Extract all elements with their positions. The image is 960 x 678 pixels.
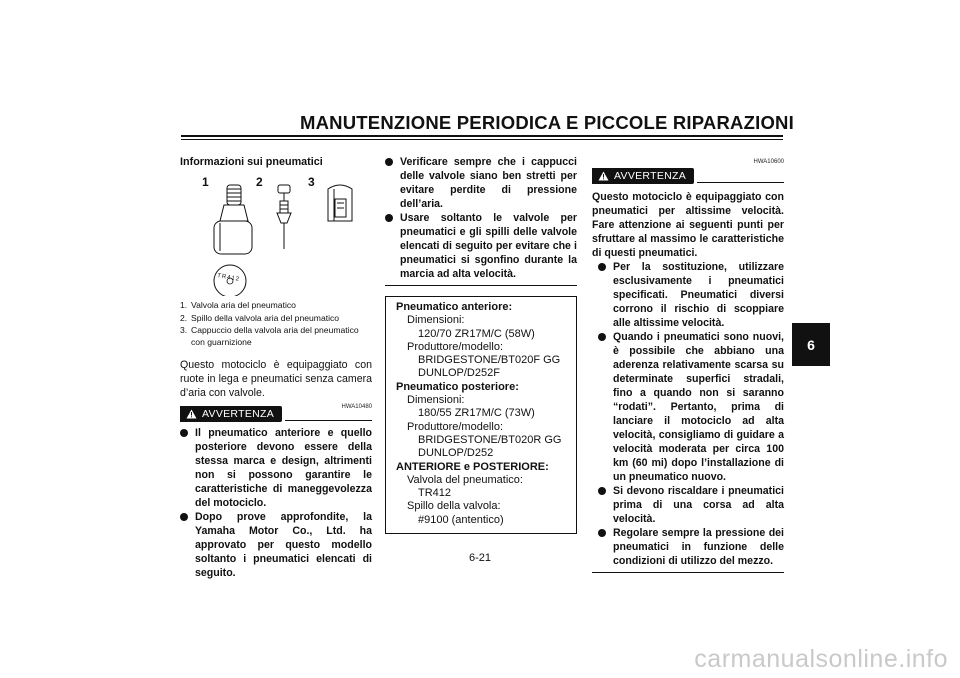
warning-intro: Questo motociclo è equipaggiato con pneumatici per altissime velocità. Fare attenzione ai seguenti punti per sfruttare al massimo le caratteristiche di questi pneumatici.: [592, 191, 784, 259]
warning-bullet: Regolare sempre la pressione dei pneumatici in funzione delle condizioni di utilizzo del mezzo.: [598, 526, 784, 568]
both-tires-title: ANTERIORE e POSTERIORE:: [396, 460, 549, 473]
valve-figure: [180, 171, 372, 296]
legend-item: 2. Spillo della valvola aria del pneumatico: [180, 312, 340, 323]
warning-code: HWA10600: [753, 159, 784, 165]
warning-rule: [285, 420, 372, 421]
warning-code: HWA10480: [341, 404, 372, 410]
warning-bullets: [592, 260, 784, 568]
bullet-icon: [598, 487, 606, 495]
bullet-icon: [598, 529, 606, 537]
rear-dimension-value: 180/55 ZR17M/C (73W): [418, 407, 535, 420]
rear-maker-value: DUNLOP/D252: [418, 447, 494, 460]
figure-legend: [180, 300, 372, 348]
warning-header: [592, 168, 784, 184]
front-dimension-label: Dimensioni:: [407, 314, 465, 327]
valve-core-value: #9100 (antentico): [418, 513, 504, 526]
section-heading: Informazioni sui pneumatici: [180, 156, 323, 168]
rear-dimension-label: Dimensioni:: [407, 394, 465, 407]
column-3: [592, 155, 784, 573]
tire-valve-icon: [214, 185, 252, 254]
warning-badge: AVVERTENZA: [180, 406, 282, 422]
front-maker-value: BRIDGESTONE/BT020F GG: [418, 354, 561, 367]
bullet-icon: [598, 333, 606, 341]
rear-maker-label: Produttore/modello:: [407, 420, 503, 433]
warning-end-rule: [592, 572, 784, 573]
legend-item: 1. Valvola aria del pneumatico: [180, 300, 296, 310]
page-title: MANUTENZIONE PERIODICA E PICCOLE RIPARAZIONI: [300, 112, 794, 133]
valve-illustration: [180, 171, 372, 296]
bullet-icon: [385, 214, 393, 222]
legend-item: 3. Cappuccio della valvola aria del pneumatico con guarnizione: [180, 325, 359, 347]
warning-rule: [697, 182, 784, 183]
front-maker-label: Produttore/modello:: [407, 340, 503, 353]
warning-bullet: Dopo prove approfondite, la Yamaha Motor Co., Ltd. ha approvato per questo modello soltanto i pneumatici elencati di seguito.: [180, 510, 372, 580]
chapter-tab: 6: [792, 323, 830, 366]
front-dimension-value: 120/70 ZR17M/C (58W): [418, 327, 535, 340]
title-rule-top: [181, 135, 783, 137]
warning-badge: AVVERTENZA: [592, 168, 694, 184]
title-rule-bottom: [181, 139, 783, 140]
warning-bullet: Il pneumatico anteriore e quello posteriore devono essere della stessa marca e design, altrimenti non si possono garantire le caratteristiche di maneggevolezza del motociclo.: [180, 426, 372, 510]
front-tire-title: Pneumatico anteriore:: [396, 301, 513, 313]
column-1: [180, 155, 372, 580]
warning-bullet: Per la sostituzione, utilizzare esclusivamente i pneumatici specificati. Pneumatici diversi corrono il rischio di scoppiare alle altissime velocità.: [598, 260, 784, 330]
warning-end-rule: [385, 285, 577, 286]
warning-bullet: Usare soltanto le valvole per pneumatici e gli spilli delle valvole elencati di seguito per evitare che i pneumatici si sgonfino durante la marcia ad alta velocità.: [385, 211, 577, 281]
figure-label-1: 1: [202, 175, 209, 189]
rear-tire-title: Pneumatico posteriore:: [396, 380, 519, 393]
warning-bullet: Quando i pneumatici sono nuovi, è possibile che abbiano una aderenza relativamente scarsa su determinate superfici stradali, fino a quando non si saranno “rodati”. Pertanto, prima di lanciare il motociclo ad alta velocità, consigliamo di guidare a velocità moderata per circa 100 km (60 mi) dopo l’installazione di un pneumatico nuovo.: [598, 330, 784, 484]
valve-cap-icon: [328, 185, 352, 221]
bullet-icon: [385, 158, 393, 166]
tire-spec-box: [385, 296, 577, 534]
valve-stamp-text: TR412: [216, 273, 241, 283]
bullet-icon: [180, 429, 188, 437]
warning-bullet: Si devono riscaldare i pneumatici prima di una corsa ad alta velocità.: [598, 484, 784, 526]
column-2: [385, 155, 577, 534]
figure-label-2: 2: [256, 175, 263, 189]
warning-bullet: Verificare sempre che i cappucci delle valvole siano ben stretti per evitare perdite di pressione dell’aria.: [385, 155, 577, 211]
watermark: carmanualsonline.info: [694, 645, 948, 673]
bullet-icon: [598, 263, 606, 271]
intro-paragraph: Questo motociclo è equipaggiato con ruote in lega e pneumatici senza camera d’aria con valvole.: [180, 359, 372, 399]
warning-triangle-icon: [186, 409, 197, 419]
warning-triangle-icon: [598, 171, 609, 181]
valve-value: TR412: [418, 487, 452, 500]
figure-label-3: 3: [308, 175, 315, 189]
rear-maker-value: BRIDGESTONE/BT020R GG: [418, 433, 562, 446]
valve-core-label: Spillo della valvola:: [407, 500, 501, 513]
front-maker-value: DUNLOP/D252F: [418, 367, 500, 380]
bullet-icon: [180, 513, 188, 521]
valve-label: Valvola del pneumatico:: [407, 473, 523, 486]
valve-core-icon: [277, 185, 291, 249]
page-number: 6-21: [468, 552, 492, 564]
